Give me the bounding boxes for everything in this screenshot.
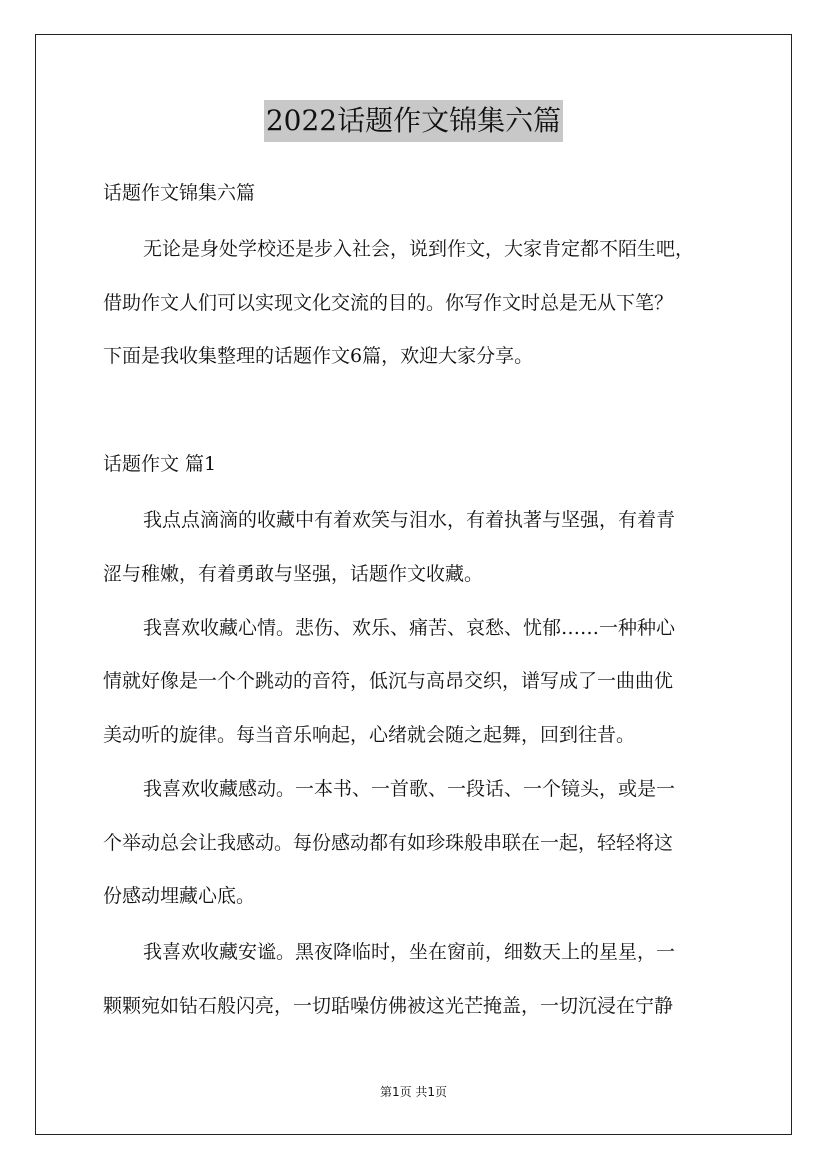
title-container xyxy=(0,100,827,142)
document-subtitle: 话题作文锦集六篇 xyxy=(103,182,256,204)
paragraph-2-line-1: 我喜欢收藏心情。悲伤、欢乐、痛苦、哀愁、忧郁……一种种心 xyxy=(143,617,676,639)
page-footer xyxy=(0,1084,827,1100)
document-title: 2022话题作文锦集六篇 xyxy=(264,100,563,142)
intro-line-1: 无论是身处学校还是步入社会，说到作文，大家肯定都不陌生吧， xyxy=(143,238,695,260)
paragraph-2-line-3: 美动听的旋律。每当音乐响起，心绪就会随之起舞，回到往昔。 xyxy=(103,724,636,746)
page-number-label: 第1页 共1页 xyxy=(379,1085,448,1099)
intro-line-2: 借助作文人们可以实现文化交流的目的。你写作文时总是无从下笔？ xyxy=(103,292,674,314)
paragraph-3-line-3: 份感动埋藏心底。 xyxy=(103,885,256,907)
paragraph-4-line-1: 我喜欢收藏安谧。黑夜降临时，坐在窗前，细数天上的星星，一 xyxy=(143,941,676,963)
intro-line-3: 下面是我收集整理的话题作文6篇，欢迎大家分享。 xyxy=(103,345,534,367)
section-heading: 话题作文 篇1 xyxy=(103,453,217,475)
paragraph-3-line-2: 个举动总会让我感动。每份感动都有如珍珠般串联在一起，轻轻将这 xyxy=(103,832,674,854)
paragraph-3-line-1: 我喜欢收藏感动。一本书、一首歌、一段话、一个镜头，或是一 xyxy=(143,778,676,800)
paragraph-1-line-1: 我点点滴滴的收藏中有着欢笑与泪水，有着执著与坚强，有着青 xyxy=(143,509,676,531)
paragraph-1-line-2: 涩与稚嫩，有着勇敢与坚强，话题作文收藏。 xyxy=(103,563,484,585)
paragraph-2-line-2: 情就好像是一个个跳动的音符，低沉与高昂交织，谱写成了一曲曲优 xyxy=(103,670,674,692)
paragraph-4-line-2: 颗颗宛如钻石般闪亮，一切聒噪仿佛被这光芒掩盖，一切沉浸在宁静 xyxy=(103,995,674,1017)
